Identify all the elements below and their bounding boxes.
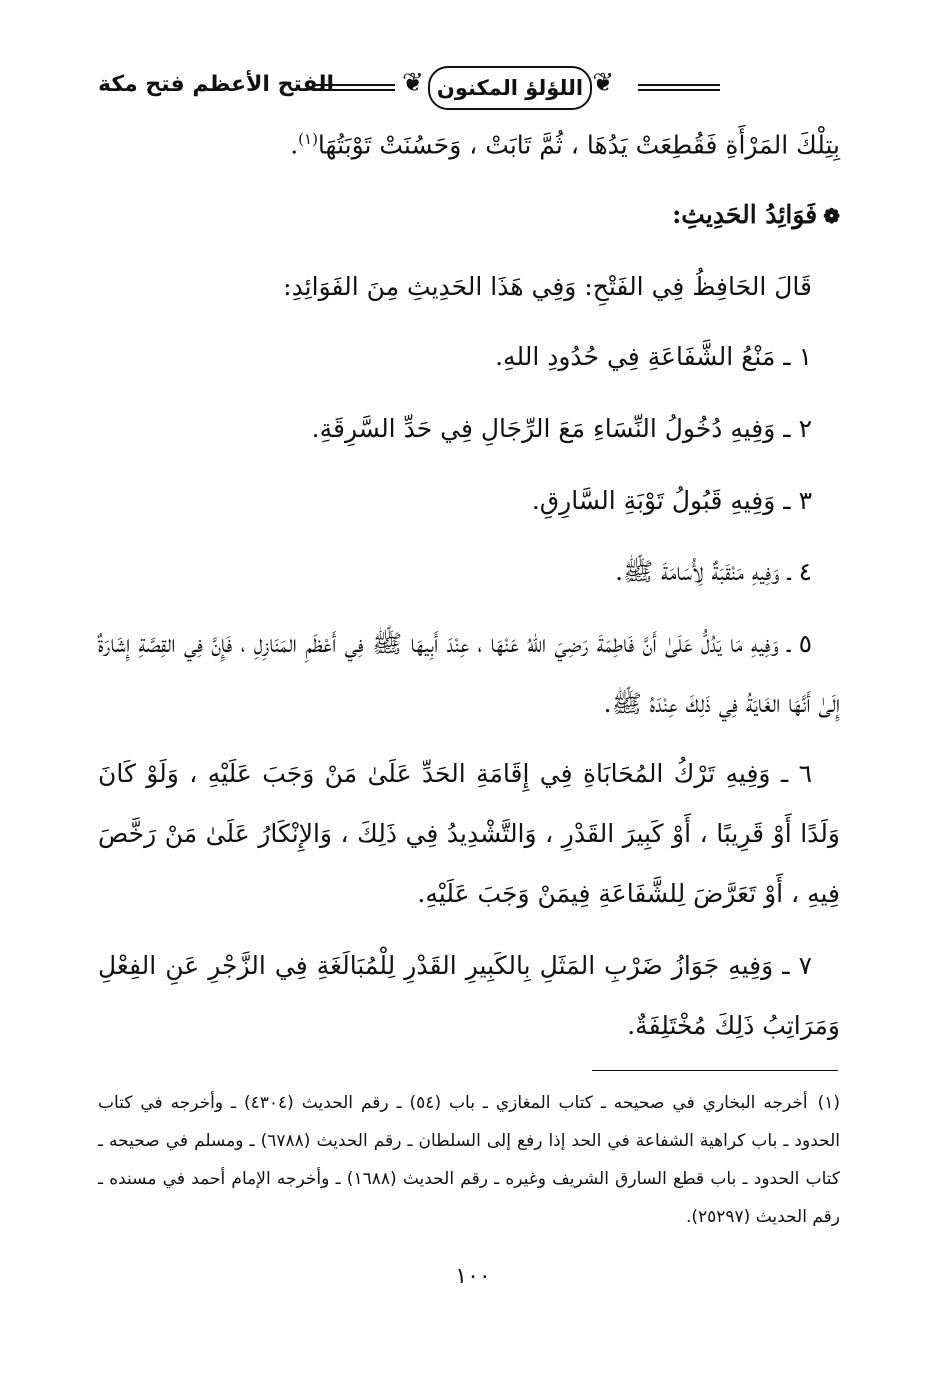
intro-line: قَالَ الحَافِظُ فِي الفَتْحِ: وَفِي هَذَا الحَدِيثِ مِنَ الفَوَائِدِ: bbox=[283, 272, 812, 301]
list-item: ١ ـ مَنْعُ الشَّفَاعَةِ فِي حُدُودِ اللهِ. bbox=[495, 342, 812, 371]
footnote-separator bbox=[592, 1070, 838, 1071]
flower-bullet-icon: ❁ bbox=[823, 204, 840, 228]
flourish-icon: ❦ bbox=[592, 68, 614, 98]
list-item-7: ٧ ـ وَفِيهِ جَوَازُ ضَرْبِ المَثَلِ بِالكَبِيرِ القَدْرِ لِلْمُبَالَغَةِ فِي الزَّجْرِ عَنِ الفِعْلِ وَمَرَاتِبُ ذَلِكَ مُخْتَلِفَةٌ. bbox=[98, 951, 840, 1040]
footnote-text: أخرجه البخاري في صحيحه ـ كتاب المغازي ـ باب (٥٤) ـ رقم الحديث (٤٣٠٤) ـ وأخرجه في كتاب الحدود ـ باب كراهية الشفاعة في الحد إذا رفع إلى السلطان ـ رقم الحديث (٦٧٨٨) ـ ومسلم في صحيحه ـ كتاب الحدود ـ باب قطع السارق الشريف وغيره ـ رقم الحديث (١٦٨٨) ـ وأخرجه الإمام أحمد في مسنده ـ رقم الحديث (٢٥٢٩٧). bbox=[98, 1093, 840, 1227]
list-item-5: ٥ ـ وَفِيهِ مَا يَدُلُّ عَلَىٰ أَنَّ فَاطِمَةَ رَضِيَ اللهُ عَنْهَا ، عِنْدَ أَبِيهَا ﷺ فِي أَعْظَمِ المَنَازِلِ ، فَإِنَّ فِي القِصَّةِ إِشَارَةٌ إِلَىٰ أَنَّهَا الغَايَةُ فِي ذَلِكَ عِنْدَهُ ﷺ. bbox=[98, 629, 840, 718]
page-number: ١٠٠ bbox=[455, 1264, 491, 1289]
flourish-icon: ❦ bbox=[402, 68, 424, 98]
list-item: ٣ ـ وَفِيهِ قَبُولُ تَوْبَةِ السَّارِقِ. bbox=[531, 486, 812, 515]
section-heading: ❁فَوَائِدُ الحَدِيثِ: bbox=[672, 200, 840, 229]
list-item: ٢ ـ وَفِيهِ دُخُولُ النِّسَاءِ مَعَ الرِّجَالِ فِي حَدِّ السَّرِقَةِ. bbox=[311, 414, 812, 443]
list-item: ٤ ـ وَفِيهِ مَنْقَبَةٌ لِأُسَامَةَ ﷺ. bbox=[615, 557, 812, 586]
book-title: اللؤلؤ المكنون bbox=[428, 66, 592, 110]
list-item-6: ٦ ـ وَفِيهِ تَرْكُ المُحَابَاةِ فِي إِقَامَةِ الحَدِّ عَلَىٰ مَنْ وَجَبَ عَلَيْهِ ، وَلَوْ كَانَ وَلَدًا أَوْ قَرِيبًا ، أَوْ كَبِيرَ القَدْرِ ، وَالتَّشْدِيدُ فِي ذَلِكَ ، وَالإِنْكَارُ عَلَىٰ مَنْ رَخَّصَ فِيهِ ، أَوْ تَعَرَّضَ لِلشَّفَاعَةِ فِيمَنْ وَجَبَ عَلَيْهِ. bbox=[98, 759, 840, 908]
main-text bbox=[98, 0, 840, 1060]
text-line: بِتِلْكَ المَرْأَةِ فَقُطِعَتْ يَدُهَا ، ثُمَّ تَابَتْ ، وَحَسُنَتْ تَوْبَتُهَا$^{(١)}$. bbox=[290, 130, 840, 160]
chapter-title: الفتح الأعظم فتح مكة bbox=[98, 72, 335, 97]
footnote-reference[interactable]: (١) bbox=[298, 130, 318, 148]
footnote bbox=[98, 1084, 840, 1236]
footnote-number: (١) bbox=[817, 1093, 840, 1113]
